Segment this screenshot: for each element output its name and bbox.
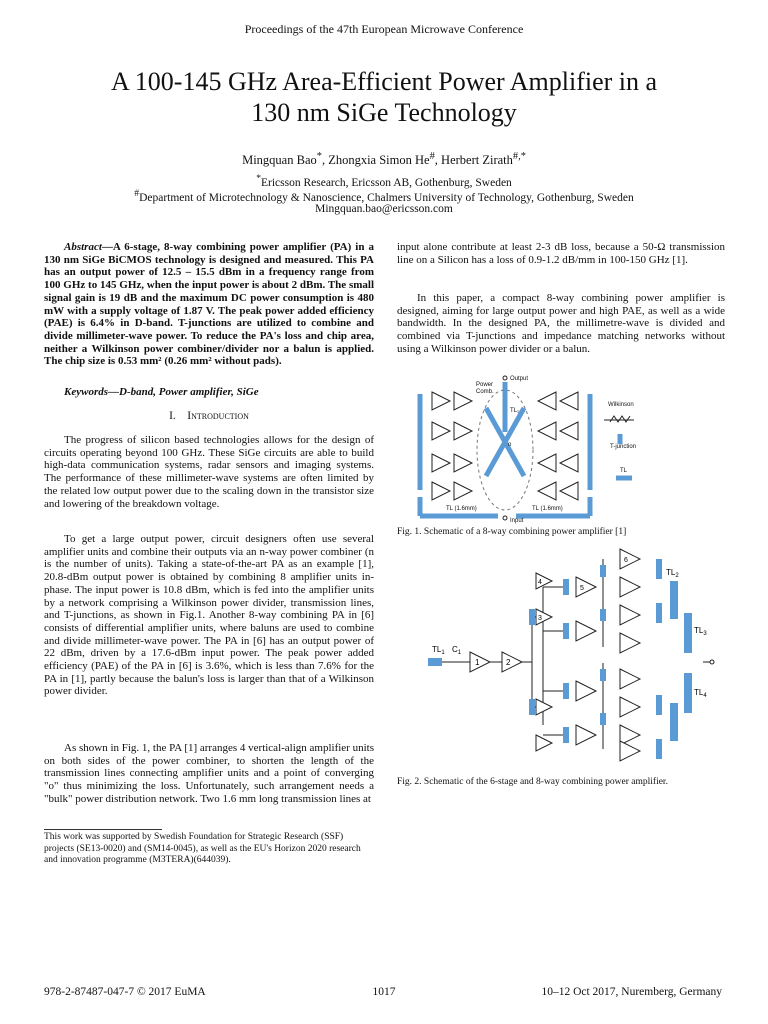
- author-1: Mingquan Bao: [242, 153, 317, 168]
- affiliation-2-mark: #: [134, 188, 140, 199]
- fig2-stage-3-label: 3: [538, 615, 542, 622]
- fig2-stage-4-label: 4: [538, 579, 542, 586]
- fig1-wilkinson-symbol: [604, 416, 634, 422]
- fig2-output-port: [710, 660, 714, 664]
- figure-1-caption: Fig. 1. Schematic of a 8-way combining power amplifier [1]: [397, 527, 627, 537]
- author-2: , Zhongxia Simon He: [321, 153, 430, 168]
- fig1-o-label: o: [508, 442, 512, 448]
- footnote-rule: [44, 829, 162, 830]
- abstract-text: —A 6-stage, 8-way combining power amplifier (PA) in a 130 nm SiGe BiCMOS technology is designed and measured. This PA has an output power of 12.5 – 15.5 dBm in a frequency range from 100 GHz to 145 GHz, when the input power is about 2 dBm. The small signal gain is 19 dB and the maximum DC power consumption is 480 mW with a supply voltage of 1.87 V. The peak power added efficiency (PAE) is 6.4% in D-band. T-junctions are utilized to combine and divide millimeter-wave power. To reduce the PA's loss and chip area, neither a Wilkinson power combiner/divider nor a balun is applied. The chip size is 0.53 mm² (0.26 mm² without pads).: [44, 241, 374, 368]
- fig2-stage-1-label: 1: [475, 658, 480, 667]
- fig1-tl-left-label: TL (1.6mm): [446, 506, 477, 512]
- affiliation-1-mark: *: [256, 173, 261, 184]
- footer-conference-date: 10–12 Oct 2017, Nuremberg, Germany: [541, 986, 722, 998]
- footer-page-number: 1017: [372, 986, 396, 998]
- fig2-tline-blocks: [428, 559, 692, 759]
- fig2-amplifier-stages: [470, 549, 640, 761]
- section-number: I.: [169, 410, 176, 422]
- right-paragraph-1-text: input alone contribute at least 2-3 dB loss, because a 50-Ω transmission line on a Silicon has a loss of 0.9-1.2 dB/mm in 100-150 GHz [1].: [397, 241, 725, 266]
- author-3: , Herbert Zirath: [434, 153, 513, 168]
- intro-paragraph-2-text: To get a large output power, circuit designers often use several amplifier units and combine their outputs via an n-way power combiner (n is the number of units). Taking a state-of-the-art PA as an example [1], 20.8-dBm output power is obtained by combining 8 amplifier units in-phase. The input power is 10.8 dBm, which is fed into the amplifier units by a network comprising a Wilkinson power divider, transmission lines, and T-junctions, as shown in Fig.1. Another 8-way combining PA in [6] consists of differential amplifier units, where baluns are used to combine and divide millimeter-wave power. The PA in [6] has an output power of 22 dBm, driven by a 17.6-dBm input power. The peak power added efficiency (PAE) of the PA in [6] is 3.6%, which is less than 7.6% for the PA in [1], partly because the balun's loss is larger than that of a Wilkinson power divider.: [44, 533, 374, 698]
- fig1-input-label: Input: [510, 518, 524, 524]
- right-paragraph-2: [397, 292, 725, 356]
- fig1-output-port: [503, 376, 507, 380]
- intro-paragraph-3: [44, 742, 374, 806]
- footer-isbn: 978-2-87487-047-7 © 2017 EuMA: [44, 986, 206, 998]
- title-line-2: 130 nm SiGe Technology: [251, 98, 517, 127]
- intro-paragraph-2: [44, 533, 374, 698]
- fig2-stage-5-label: 5: [580, 585, 584, 592]
- fig2-c1-label: $C_1$: [452, 645, 462, 656]
- figure-2-schematic: [398, 545, 728, 765]
- section-title: Introduction: [187, 410, 249, 422]
- fig2-tl3-label: $TL_3$: [694, 626, 707, 637]
- fig1-tl-label: TL: [620, 468, 628, 474]
- fig1-tl1-label: TL₁: [510, 408, 520, 414]
- abstract: [44, 241, 374, 368]
- fig2-stage-6-label: 6: [624, 557, 628, 564]
- author-3-mark: #,*: [512, 151, 526, 162]
- affiliation-1-text: Ericsson Research, Ericsson AB, Gothenburg, Sweden: [260, 176, 512, 189]
- abstract-label: Abstract: [64, 241, 102, 253]
- fig1-output-label: Output: [510, 376, 529, 382]
- title-line-1: A 100-145 GHz Area-Efficient Power Amplifier in a: [110, 67, 658, 96]
- fig1-tjunction-label: T-junction: [610, 444, 637, 450]
- author-list: [0, 151, 768, 168]
- fig2-tl4-label: $TL_4$: [694, 688, 707, 699]
- fig1-power-label: Power: [476, 382, 494, 388]
- running-head: Proceedings of the 47th European Microwave Conference: [244, 22, 524, 36]
- fig2-tl1-label: $TL_1$: [432, 645, 445, 656]
- fig1-tl-right-label: TL (1.6mm): [532, 506, 563, 512]
- intro-paragraph-1-text: The progress of silicon based technologies allows for the design of circuits operating beyond 100 GHz. These SiGe circuits are able to build high-data communication systems, radar sensors and imaging systems. The performance of these millimeter-wave systems are often limited by the related low output power due to the scaling down in the transistor size and lowering of the breakdown voltage.: [44, 434, 374, 510]
- fig2-tl2-label: $TL_2$: [666, 568, 679, 579]
- intro-paragraph-3-text: As shown in Fig. 1, the PA [1] arranges 4 vertical-align amplifier units on both sides of the power combiner, to shorten the length of the transmission lines connecting amplifier units and a point of converging "o" thus minimizing the loss. Unfortunately, such arrangement needs a "bulk" power distribution network. Two 1.6 mm long transmission lines at: [44, 742, 374, 805]
- fig1-input-port: [503, 516, 507, 520]
- fig1-comb-label: Comb.: [476, 389, 494, 395]
- right-paragraph-1: [397, 241, 725, 266]
- author-1-mark: *: [316, 151, 322, 162]
- author-email: Mingquan.bao@ericsson.com: [315, 203, 453, 215]
- figure-1-schematic: [398, 372, 728, 524]
- author-2-mark: #: [429, 151, 435, 162]
- keywords: Keywords—D-band, Power amplifier, SiGe: [64, 386, 259, 398]
- right-paragraph-2-text: In this paper, a compact 8-way combining power amplifier is designed, aiming for large output power and high PAE, as well as a wide bandwidth. In the designed PA, the millimetre-wave is divided and combined via T-junctions and impedance matching networks without using a Wilkinson power divider or a balun.: [397, 292, 725, 355]
- section-heading: [44, 410, 374, 422]
- affiliation-2-text: Department of Microtechnology & Nanoscience, Chalmers University of Technology, Gothenburg, Sweden: [139, 191, 634, 204]
- fig2-stage-2-label: 2: [506, 658, 511, 667]
- figure-2-caption: Fig. 2. Schematic of the 6-stage and 8-way combining power amplifier.: [397, 777, 668, 787]
- intro-paragraph-1: [44, 434, 374, 510]
- fig1-transmission-lines: [420, 382, 632, 516]
- footnote: This work was supported by Swedish Foundation for Strategic Research (SSF) projects (SE13-0020) and (SM14-0045), as well as the EU's Horizon 2020 research and innovation programme (M3TERA)(644039).: [44, 832, 361, 865]
- fig1-wilkinson-label: Wilkinson: [608, 402, 634, 408]
- paper-title: [30, 66, 738, 128]
